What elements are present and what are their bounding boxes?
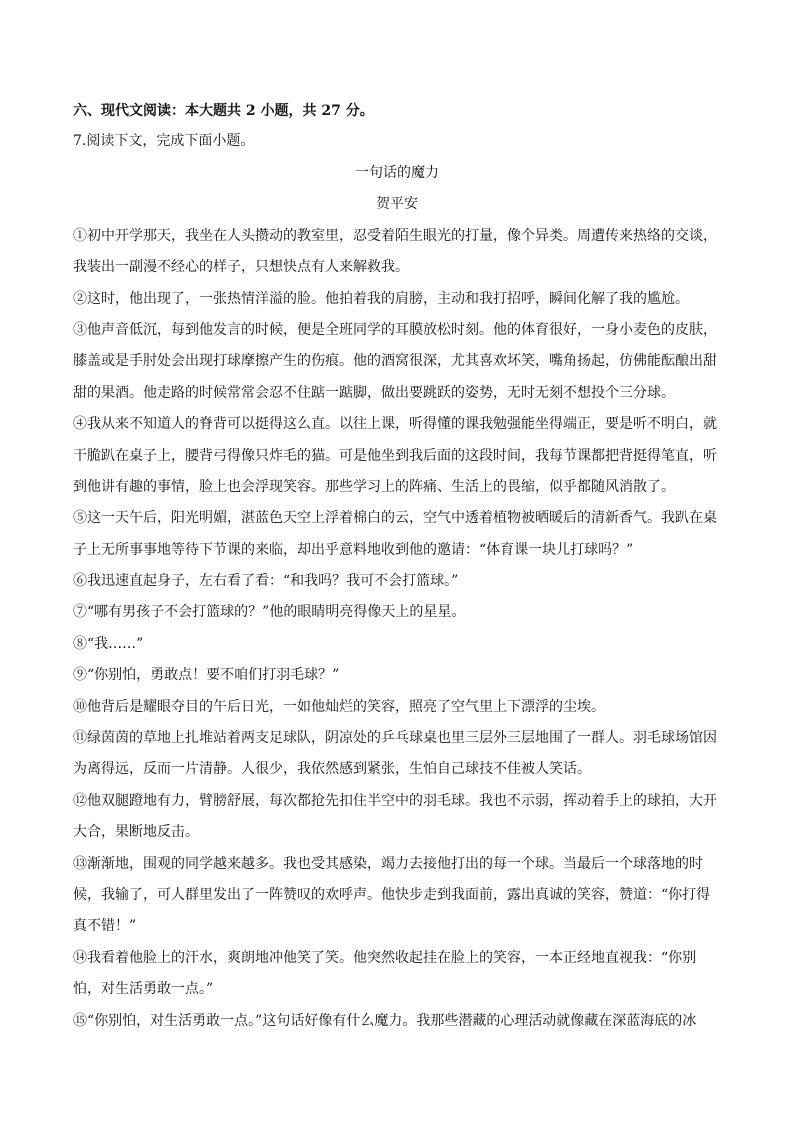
paragraph-line: ⑥我迅速直起身子，左右看了看：“和我吗？我可不会打篮球。” [73, 573, 459, 589]
section-heading-desc: 本大题共 2 小题，共 27 分。 [185, 103, 374, 119]
paragraph-line: 怕，对生活勇敢一点。” [73, 981, 214, 997]
paragraph-line: 我装出一副漫不经心的样子，只想快点有人来解救我。 [73, 259, 409, 275]
article-author: 贺平安 [376, 196, 418, 212]
section-heading-prefix: 六、现代文阅读： [73, 103, 185, 119]
paragraph-line: 大合，果断地反击。 [73, 824, 199, 840]
paragraph-line: 甜的果酒。他走路的时候常常会忍不住踮一踮脚，做出要跳跃的姿势，无时无刻不想投个三分球。 [73, 385, 675, 401]
paragraph-line: ⑫他双腿蹬地有力，臂膀舒展，每次都抢先扣住半空中的羽毛球。我也不示弱，挥动着手上的球拍，大开 [73, 793, 717, 809]
paragraph-line: ⑪绿茵茵的草地上扎堆站着两支足球队，阴凉处的乒乓球桌也里三层外三层地围了一群人。羽毛球场馆因 [73, 730, 717, 746]
paragraph-line: ⑦“哪有男孩子不会打篮球的？”他的眼睛明亮得像天上的星星。 [73, 604, 466, 620]
paragraph-line: ⑧“我……” [73, 636, 144, 652]
paragraph-line: ②这时，他出现了，一张热情洋溢的脸。他拍着我的肩膀，主动和我打招呼，瞬间化解了我的尴尬。 [73, 291, 689, 307]
paragraph-line: 膝盖或是手肘处会出现打球摩擦产生的伤痕。他的酒窝很深，尤其喜欢坏笑，嘴角扬起，仿佛能酝酿出甜 [73, 353, 717, 369]
paragraph-line: ⑬渐渐地，围观的同学越来越多。我也受其感染，竭力去接他打出的每一个球。当最后一个球落地的时 [73, 856, 703, 872]
paragraph-line: ④我从来不知道人的脊背可以挺得这么直。以往上课，听得懂的课我勉强能坐得端正，要是听不明白，就 [73, 416, 717, 432]
paragraph-line: 候，我输了，可人群里发出了一阵赞叹的欢呼声。他快步走到我面前，露出真诚的笑容，赞道：“你打得 [73, 887, 711, 903]
paragraph-line: ⑭我看着他脸上的汗水，爽朗地冲他笑了笑。他突然收起挂在脸上的笑容，一本正经地直视我：“你别 [73, 950, 697, 966]
paragraph-line: 到他讲有趣的事情，脸上也会浮现笑容。那些学习上的阵痛、生活上的畏缩，似乎都随风消散了。 [73, 479, 675, 495]
paragraph-line: 子上无所事事地等待下节课的来临，却出乎意料地收到他的邀请：“体育课一块儿打球吗？” [73, 542, 634, 558]
paragraph-line: ⑨“你别怕，勇敢点！要不咱们打羽毛球？” [73, 667, 340, 683]
paragraph-line: ③他声音低沉，每到他发言的时候，便是全班同学的耳膜放松时刻。他的体育很好，一身小麦色的皮肤， [73, 322, 717, 338]
paragraph-line: ⑤这一天午后，阳光明媚，湛蓝色天空上浮着棉白的云，空气中透着植物被晒暖后的清新香气。我趴在桌 [73, 510, 717, 526]
paragraph-line: 干脆趴在桌子上，腰背弓得像只炸毛的猫。可是他坐到我后面的这段时间，我每节课都把背挺得笔直，听 [73, 448, 717, 464]
article-title: 一句话的魔力 [355, 165, 439, 181]
paragraph-line: ⑮“你别怕，对生活勇敢一点。”这句话好像有什么魔力。我那些潜藏的心理活动就像藏在深蓝海底的冰 [73, 1013, 697, 1029]
paragraph-line: 为离得远，反而一片清静。人很少，我依然感到紧张，生怕自己球技不佳被人笑话。 [73, 761, 591, 777]
paragraph-line: ①初中开学那天，我坐在人头攒动的教室里，忍受着陌生眼光的打量，像个异类。周遭传来热络的交谈， [73, 228, 717, 244]
paragraph-line: ⑩他背后是耀眼夺目的午后日光，一如他灿烂的笑容，照亮了空气里上下漂浮的尘埃。 [73, 699, 605, 715]
section-heading [73, 101, 733, 121]
paragraph-line: 真不错！” [73, 918, 137, 934]
question-stem: 7.阅读下文，完成下面小题。 [73, 133, 255, 149]
